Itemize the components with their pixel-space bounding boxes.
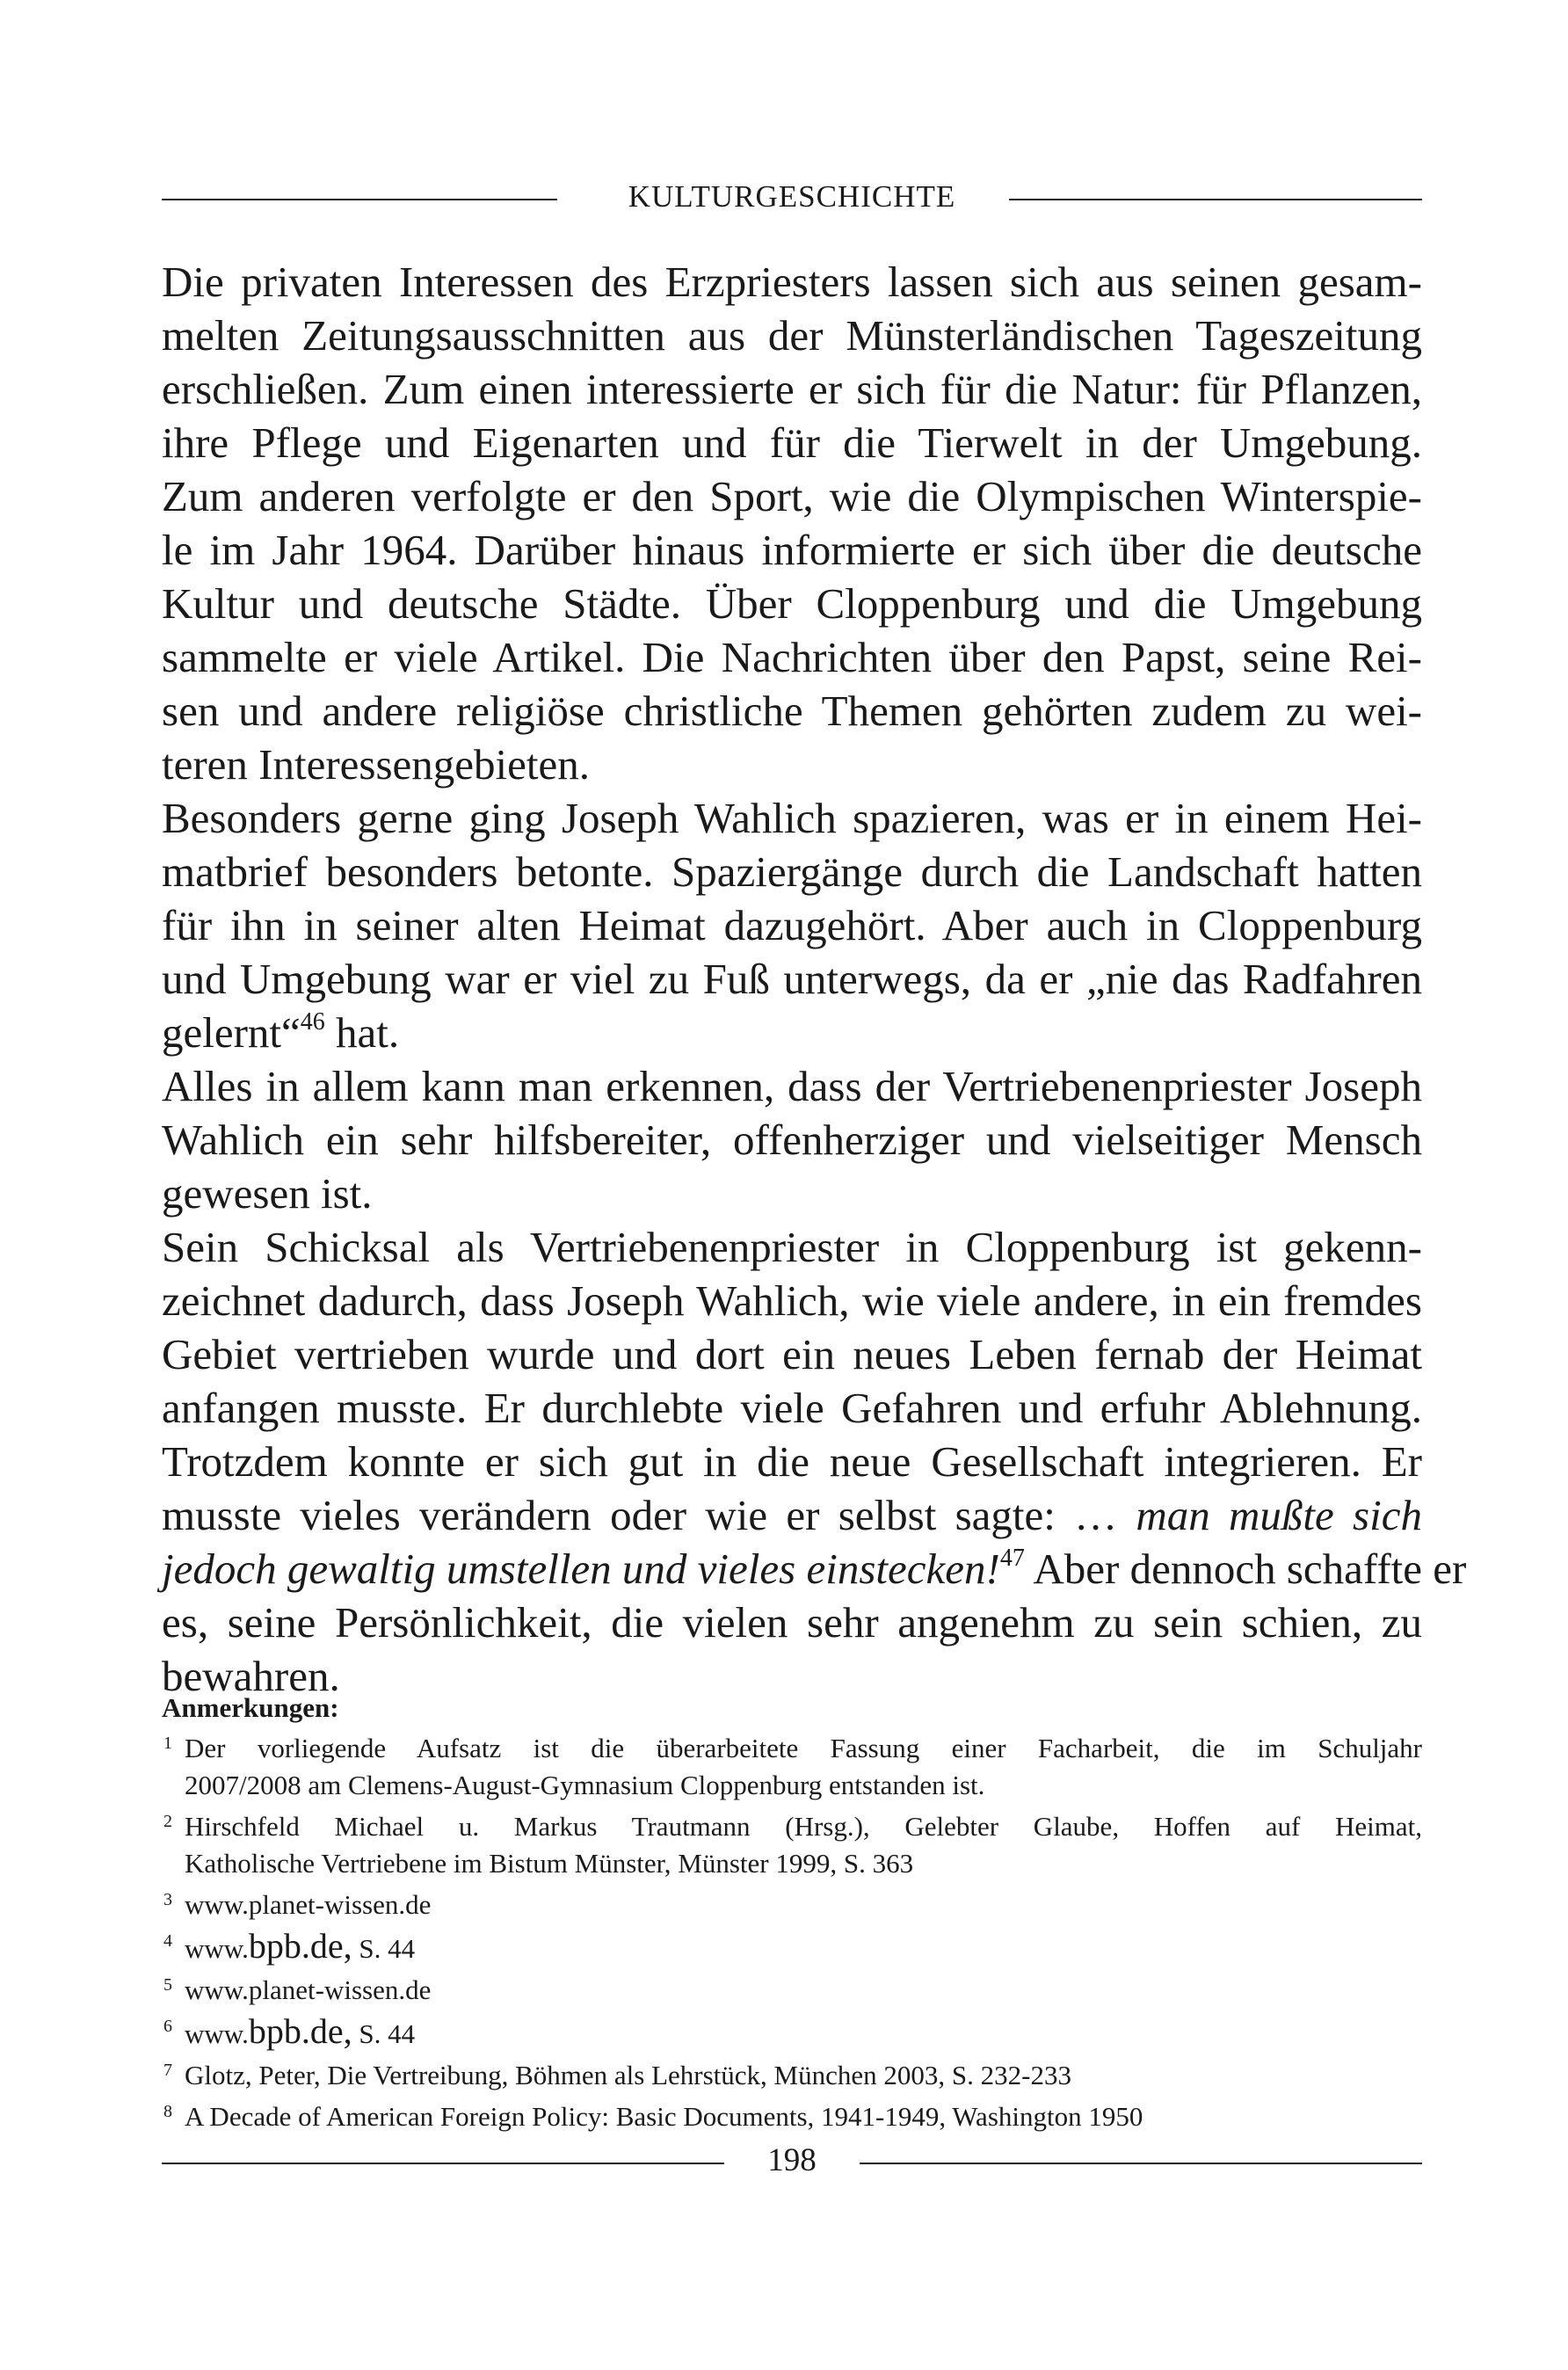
body-line: für ihn in seiner alten Heimat dazugehört. Aber auch in Cloppenburg: [162, 901, 1422, 949]
quote-italic: man mußte sich: [1136, 1491, 1422, 1539]
url-suffix: S. 44: [352, 1933, 416, 1964]
endnotes: [162, 1690, 1422, 2140]
body-line-tail: Aber dennoch schaffte er: [1024, 1545, 1467, 1593]
endnote-line: Der vorliegende Aufsatz ist die überarbeitete Fassung einer Facharbeit, die im Schuljahr: [185, 1733, 1422, 1763]
page-number: 198: [767, 2142, 817, 2178]
body-line: bewahren.: [162, 1652, 340, 1700]
body-line: Alles in allem kann man erkennen, dass der Vertriebenenpriester Joseph: [162, 1062, 1422, 1110]
body-line: Wahlich ein sehr hilfsbereiter, offenherziger und vielseitiger Mensch: [162, 1116, 1422, 1164]
body-line: erschließen. Zum einen interessierte er sich für die Natur: für Pflanzen,: [162, 365, 1422, 413]
footnote-ref-46: 46: [300, 1008, 325, 1036]
endnote-line: Glotz, Peter, Die Vertreibung, Böhmen als Lehrstück, München 2003, S. 232-233: [185, 2060, 1071, 2090]
endnote: [162, 1887, 1422, 1923]
endnote-number: 5: [163, 1975, 172, 1995]
body-line: ihre Pflege und Eigenarten und für die Tierwelt in der Umgebung.: [162, 418, 1422, 467]
body-line-text: gelernt“: [162, 1008, 301, 1057]
body-line: zeichnet dadurch, dass Joseph Wahlich, wie viele andere, in ein fremdes: [162, 1276, 1422, 1325]
body-line-tail: hat.: [324, 1008, 400, 1057]
endnote-number: 3: [163, 1890, 172, 1909]
endnote-line: 2007/2008 am Clemens-August-Gymnasium Cloppenburg entstanden ist.: [185, 1770, 985, 1800]
endnote-link: [185, 1928, 1422, 1967]
endnote-link: www.planet-wissen.de: [185, 1889, 432, 1920]
endnote: [162, 1972, 1422, 2009]
body-line: Sein Schicksal als Vertriebenenpriester in Cloppenburg ist gekenn-: [162, 1223, 1422, 1271]
body-line: Zum anderen verfolgte er den Sport, wie die Olympischen Winterspie-: [162, 472, 1422, 520]
body-line: melten Zeitungsausschnitten aus der Münsterländischen Tageszeitung: [162, 311, 1422, 360]
endnote-line: Hirschfeld Michael u. Markus Trautmann (Hrsg.), Gelebter Glaube, Hoffen auf Heimat,: [185, 1811, 1422, 1842]
running-header-title: KULTURGESCHICHTE: [628, 179, 956, 214]
endnote: [162, 2013, 1422, 2053]
body-line: Besonders gerne ging Joseph Wahlich spazieren, was er in einem Hei-: [162, 794, 1422, 842]
url-prefix: www.: [185, 2018, 249, 2049]
endnote: [162, 2098, 1422, 2135]
body-line: es, seine Persönlichkeit, die vielen sehr angenehm zu sein schien, zu: [162, 1598, 1422, 1647]
body-line: Kultur und deutsche Städte. Über Cloppenburg und die Umgebung: [162, 579, 1422, 628]
body-line-footnote-46: [162, 1006, 1422, 1059]
body-line: und Umgebung war er viel zu Fuß unterwegs, da er „nie das Radfahren: [162, 955, 1422, 1003]
header-rule-right: [1009, 199, 1422, 200]
endnote-number: 2: [163, 1812, 172, 1831]
endnote: [162, 1808, 1422, 1882]
running-header: [162, 179, 1422, 214]
body-line: Gebiet vertrieben wurde und dort ein neues Leben fernab der Heimat: [162, 1330, 1422, 1378]
url-domain: bpb.de,: [248, 2011, 352, 2051]
footnote-ref-47: 47: [999, 1545, 1025, 1572]
body-line-text: musste vieles verändern oder wie er selbst sagte: …: [162, 1491, 1136, 1539]
url-prefix: www.: [185, 1933, 249, 1964]
quote-italic: jedoch gewaltig umstellen und vieles einstecken!: [162, 1545, 1000, 1593]
footer-rule-right: [860, 2163, 1422, 2164]
body-line: gewesen ist.: [162, 1169, 373, 1218]
body-line: sammelte er viele Artikel. Die Nachrichten über den Papst, seine Rei-: [162, 633, 1422, 681]
body-line: Die privaten Interessen des Erzpriesters lassen sich aus seinen gesam-: [162, 258, 1422, 306]
endnote-link: [185, 2013, 1422, 2053]
endnote-line: A Decade of American Foreign Policy: Basic Documents, 1941-1949, Washington 1950: [185, 2101, 1143, 2132]
body-line-quote-start: [162, 1488, 1422, 1542]
body-line: le im Jahr 1964. Darüber hinaus informierte er sich über die deutsche: [162, 526, 1422, 574]
endnote-number: 4: [163, 1931, 172, 1951]
url-suffix: S. 44: [352, 2018, 416, 2049]
body-text: [162, 255, 1467, 1703]
body-line: sen und andere religiöse christliche Themen gehörten zudem zu wei-: [162, 687, 1422, 735]
endnote-number: 6: [163, 2017, 172, 2036]
body-line: anfangen musste. Er durchlebte viele Gefahren und erfuhr Ablehnung.: [162, 1384, 1422, 1432]
endnotes-heading: Anmerkungen:: [162, 1692, 339, 1723]
endnote-number: 8: [163, 2102, 172, 2121]
endnote: [162, 1928, 1422, 1967]
endnote-number: 7: [163, 2061, 172, 2080]
body-line-footnote-47: [162, 1542, 1467, 1596]
body-line: Trotzdem konnte er sich gut in die neue Gesellschaft integrieren. Er: [162, 1437, 1422, 1486]
url-domain: bpb.de,: [248, 1926, 352, 1966]
endnote-link: www.planet-wissen.de: [185, 1974, 432, 2005]
endnote-line: Katholische Vertriebene im Bistum Münster, Münster 1999, S. 363: [185, 1848, 914, 1879]
endnote-number: 1: [163, 1734, 172, 1753]
body-line: teren Interessengebieten.: [162, 740, 591, 789]
page-footer: [162, 2141, 1422, 2180]
body-line: matbrief besonders betonte. Spaziergänge durch die Landschaft hatten: [162, 847, 1422, 896]
endnote: [162, 1730, 1422, 1804]
endnote: [162, 2057, 1422, 2094]
